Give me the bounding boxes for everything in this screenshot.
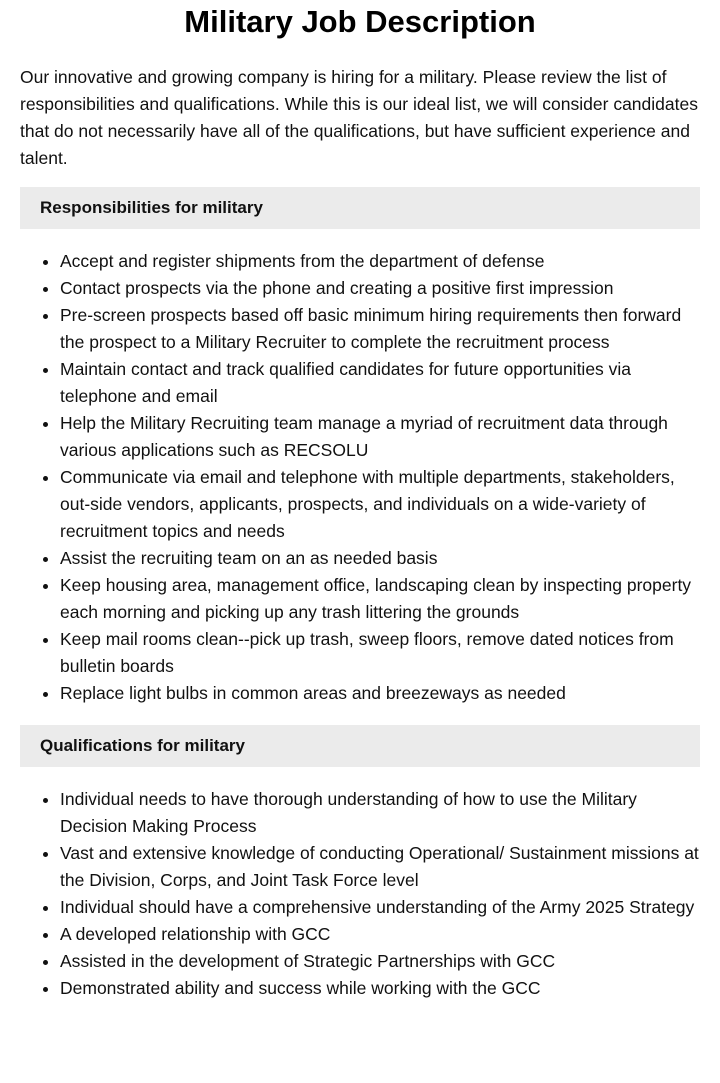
qualifications-heading: Qualifications for military: [20, 725, 700, 767]
list-item: • Maintain contact and track qualified candidates for future opportunities via telephone and email: [60, 356, 700, 410]
list-item: • Accept and register shipments from the department of defense: [60, 248, 700, 275]
responsibilities-list: [20, 248, 700, 707]
list-item: • Help the Military Recruiting team manage a myriad of recruitment data through various applications such as RECSOLU: [60, 410, 700, 464]
list-item: • Individual should have a comprehensive understanding of the Army 2025 Strategy: [60, 894, 700, 921]
list-item: • Pre-screen prospects based off basic minimum hiring requirements then forward the prospect to a Military Recruiter to complete the recruitment process: [60, 302, 700, 356]
list-item: • A developed relationship with GCC: [60, 921, 700, 948]
list-item: • Individual needs to have thorough understanding of how to use the Military Decision Making Process: [60, 786, 700, 840]
list-item: • Keep housing area, management office, landscaping clean by inspecting property each morning and picking up any trash littering the grounds: [60, 572, 700, 626]
intro-paragraph: Our innovative and growing company is hiring for a military. Please review the list of responsibilities and qualifications. While this is our ideal list, we will consider candidates that do not necessarily have all of the qualifications, but have sufficient experience and talent.: [20, 67, 698, 168]
list-item: • Keep mail rooms clean--pick up trash, sweep floors, remove dated notices from bulletin boards: [60, 626, 700, 680]
list-item: • Contact prospects via the phone and creating a positive first impression: [60, 275, 700, 302]
page-title: Military Job Description: [184, 4, 536, 39]
list-item: • Assisted in the development of Strategic Partnerships with GCC: [60, 948, 700, 975]
list-item: • Replace light bulbs in common areas and breezeways as needed: [60, 680, 700, 707]
responsibilities-heading: Responsibilities for military: [20, 187, 700, 229]
list-item: • Demonstrated ability and success while working with the GCC: [60, 975, 700, 1002]
list-item: • Assist the recruiting team on an as needed basis: [60, 545, 700, 572]
qualifications-list: [20, 786, 700, 1002]
list-item: • Vast and extensive knowledge of conducting Operational/ Sustainment missions at the Division, Corps, and Joint Task Force level: [60, 840, 700, 894]
list-item: • Communicate via email and telephone with multiple departments, stakeholders, out-side vendors, applicants, prospects, and individuals on a wide-variety of recruitment topics and needs: [60, 464, 700, 545]
